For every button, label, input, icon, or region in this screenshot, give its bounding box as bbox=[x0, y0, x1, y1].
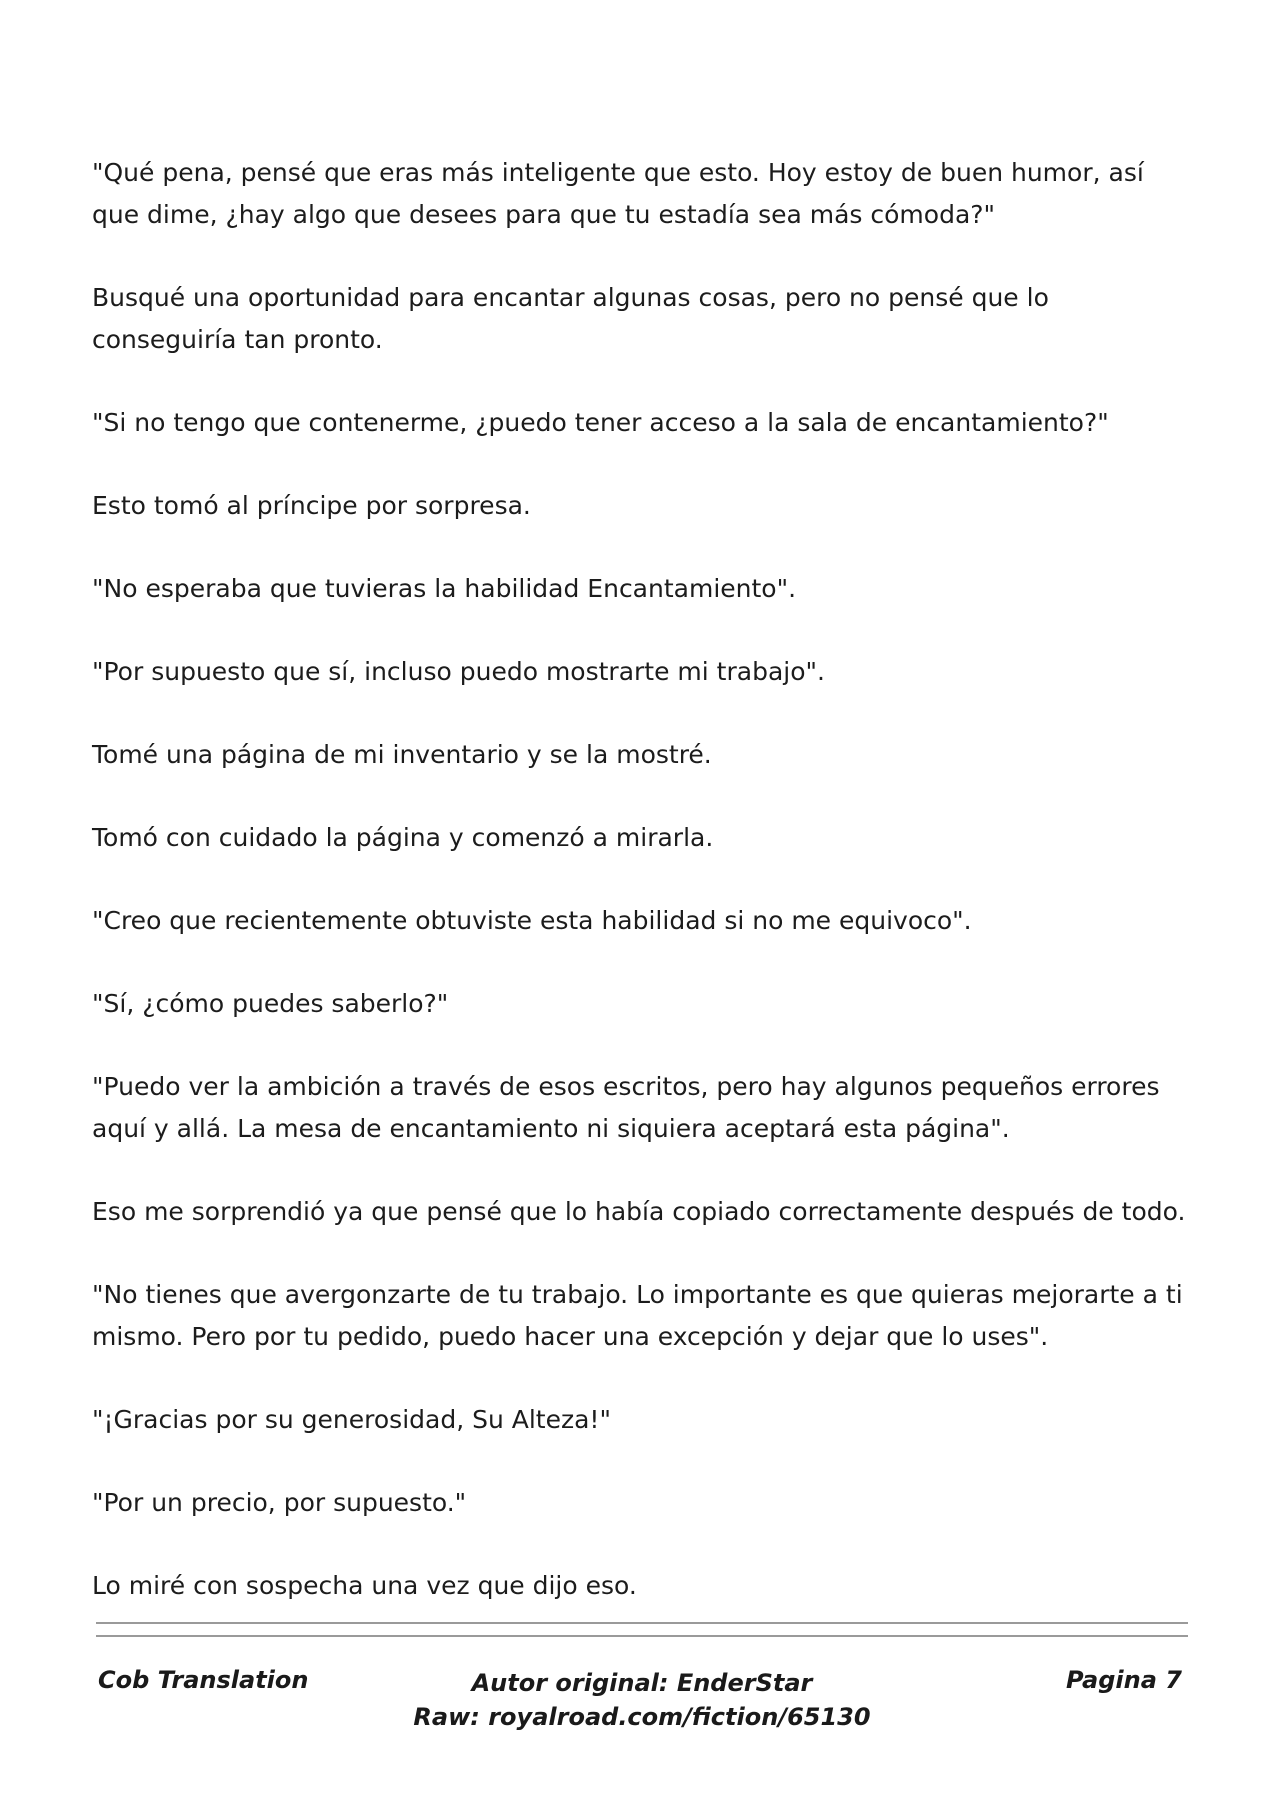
paragraph: "Por supuesto que sí, incluso puedo mostrarte mi trabajo". bbox=[92, 657, 825, 686]
paragraph: "¡Gracias por su generosidad, Su Alteza!" bbox=[92, 1405, 611, 1434]
paragraph: Tomó con cuidado la página y comenzó a mirarla. bbox=[92, 823, 714, 852]
paragraph: Lo miré con sospecha una vez que dijo eso. bbox=[92, 1571, 637, 1600]
paragraph: "Creo que recientemente obtuviste esta habilidad si no me equivoco". bbox=[92, 906, 972, 935]
paragraph: "Puedo ver la ambición a través de esos escritos, pero hay algunos pequeños errores aquí y allá. La mesa de encantamiento ni siquiera aceptará esta página". bbox=[92, 1072, 1160, 1143]
paragraph: "No tienes que avergonzarte de tu trabajo. Lo importante es que quieras mejorarte a ti mismo. Pero por tu pedido, puedo hacer una excepción y dejar que lo uses". bbox=[92, 1280, 1183, 1351]
paragraph: "No esperaba que tuvieras la habilidad Encantamiento". bbox=[92, 574, 797, 603]
footer-raw-source: Raw: royalroad.com/fiction/65130 bbox=[413, 1703, 871, 1731]
footer-divider-bottom bbox=[96, 1635, 1188, 1637]
paragraph: "Si no tengo que contenerme, ¿puedo tener acceso a la sala de encantamiento?" bbox=[92, 408, 1109, 437]
paragraph: Esto tomó al príncipe por sorpresa. bbox=[92, 491, 531, 520]
paragraph: Tomé una página de mi inventario y se la mostré. bbox=[92, 740, 712, 769]
page-footer bbox=[96, 1666, 1188, 1756]
body-text bbox=[92, 152, 1192, 1648]
paragraph: "Por un precio, por supuesto." bbox=[92, 1488, 467, 1517]
footer-divider-top bbox=[96, 1622, 1188, 1624]
paragraph: Eso me sorprendió ya que pensé que lo había copiado correctamente después de todo. bbox=[92, 1197, 1186, 1226]
footer-page-number: Pagina 7 bbox=[1066, 1666, 1182, 1694]
footer-translator: Cob Translation bbox=[98, 1666, 309, 1694]
paragraph: "Qué pena, pensé que eras más inteligente que esto. Hoy estoy de buen humor, así que dime, ¿hay algo que desees para que tu estadía sea más cómoda?" bbox=[92, 158, 1144, 229]
paragraph: "Sí, ¿cómo puedes saberlo?" bbox=[92, 989, 449, 1018]
footer-author: Autor original: EnderStar bbox=[471, 1669, 813, 1697]
paragraph: Busqué una oportunidad para encantar algunas cosas, pero no pensé que lo conseguiría tan pronto. bbox=[92, 283, 1049, 354]
